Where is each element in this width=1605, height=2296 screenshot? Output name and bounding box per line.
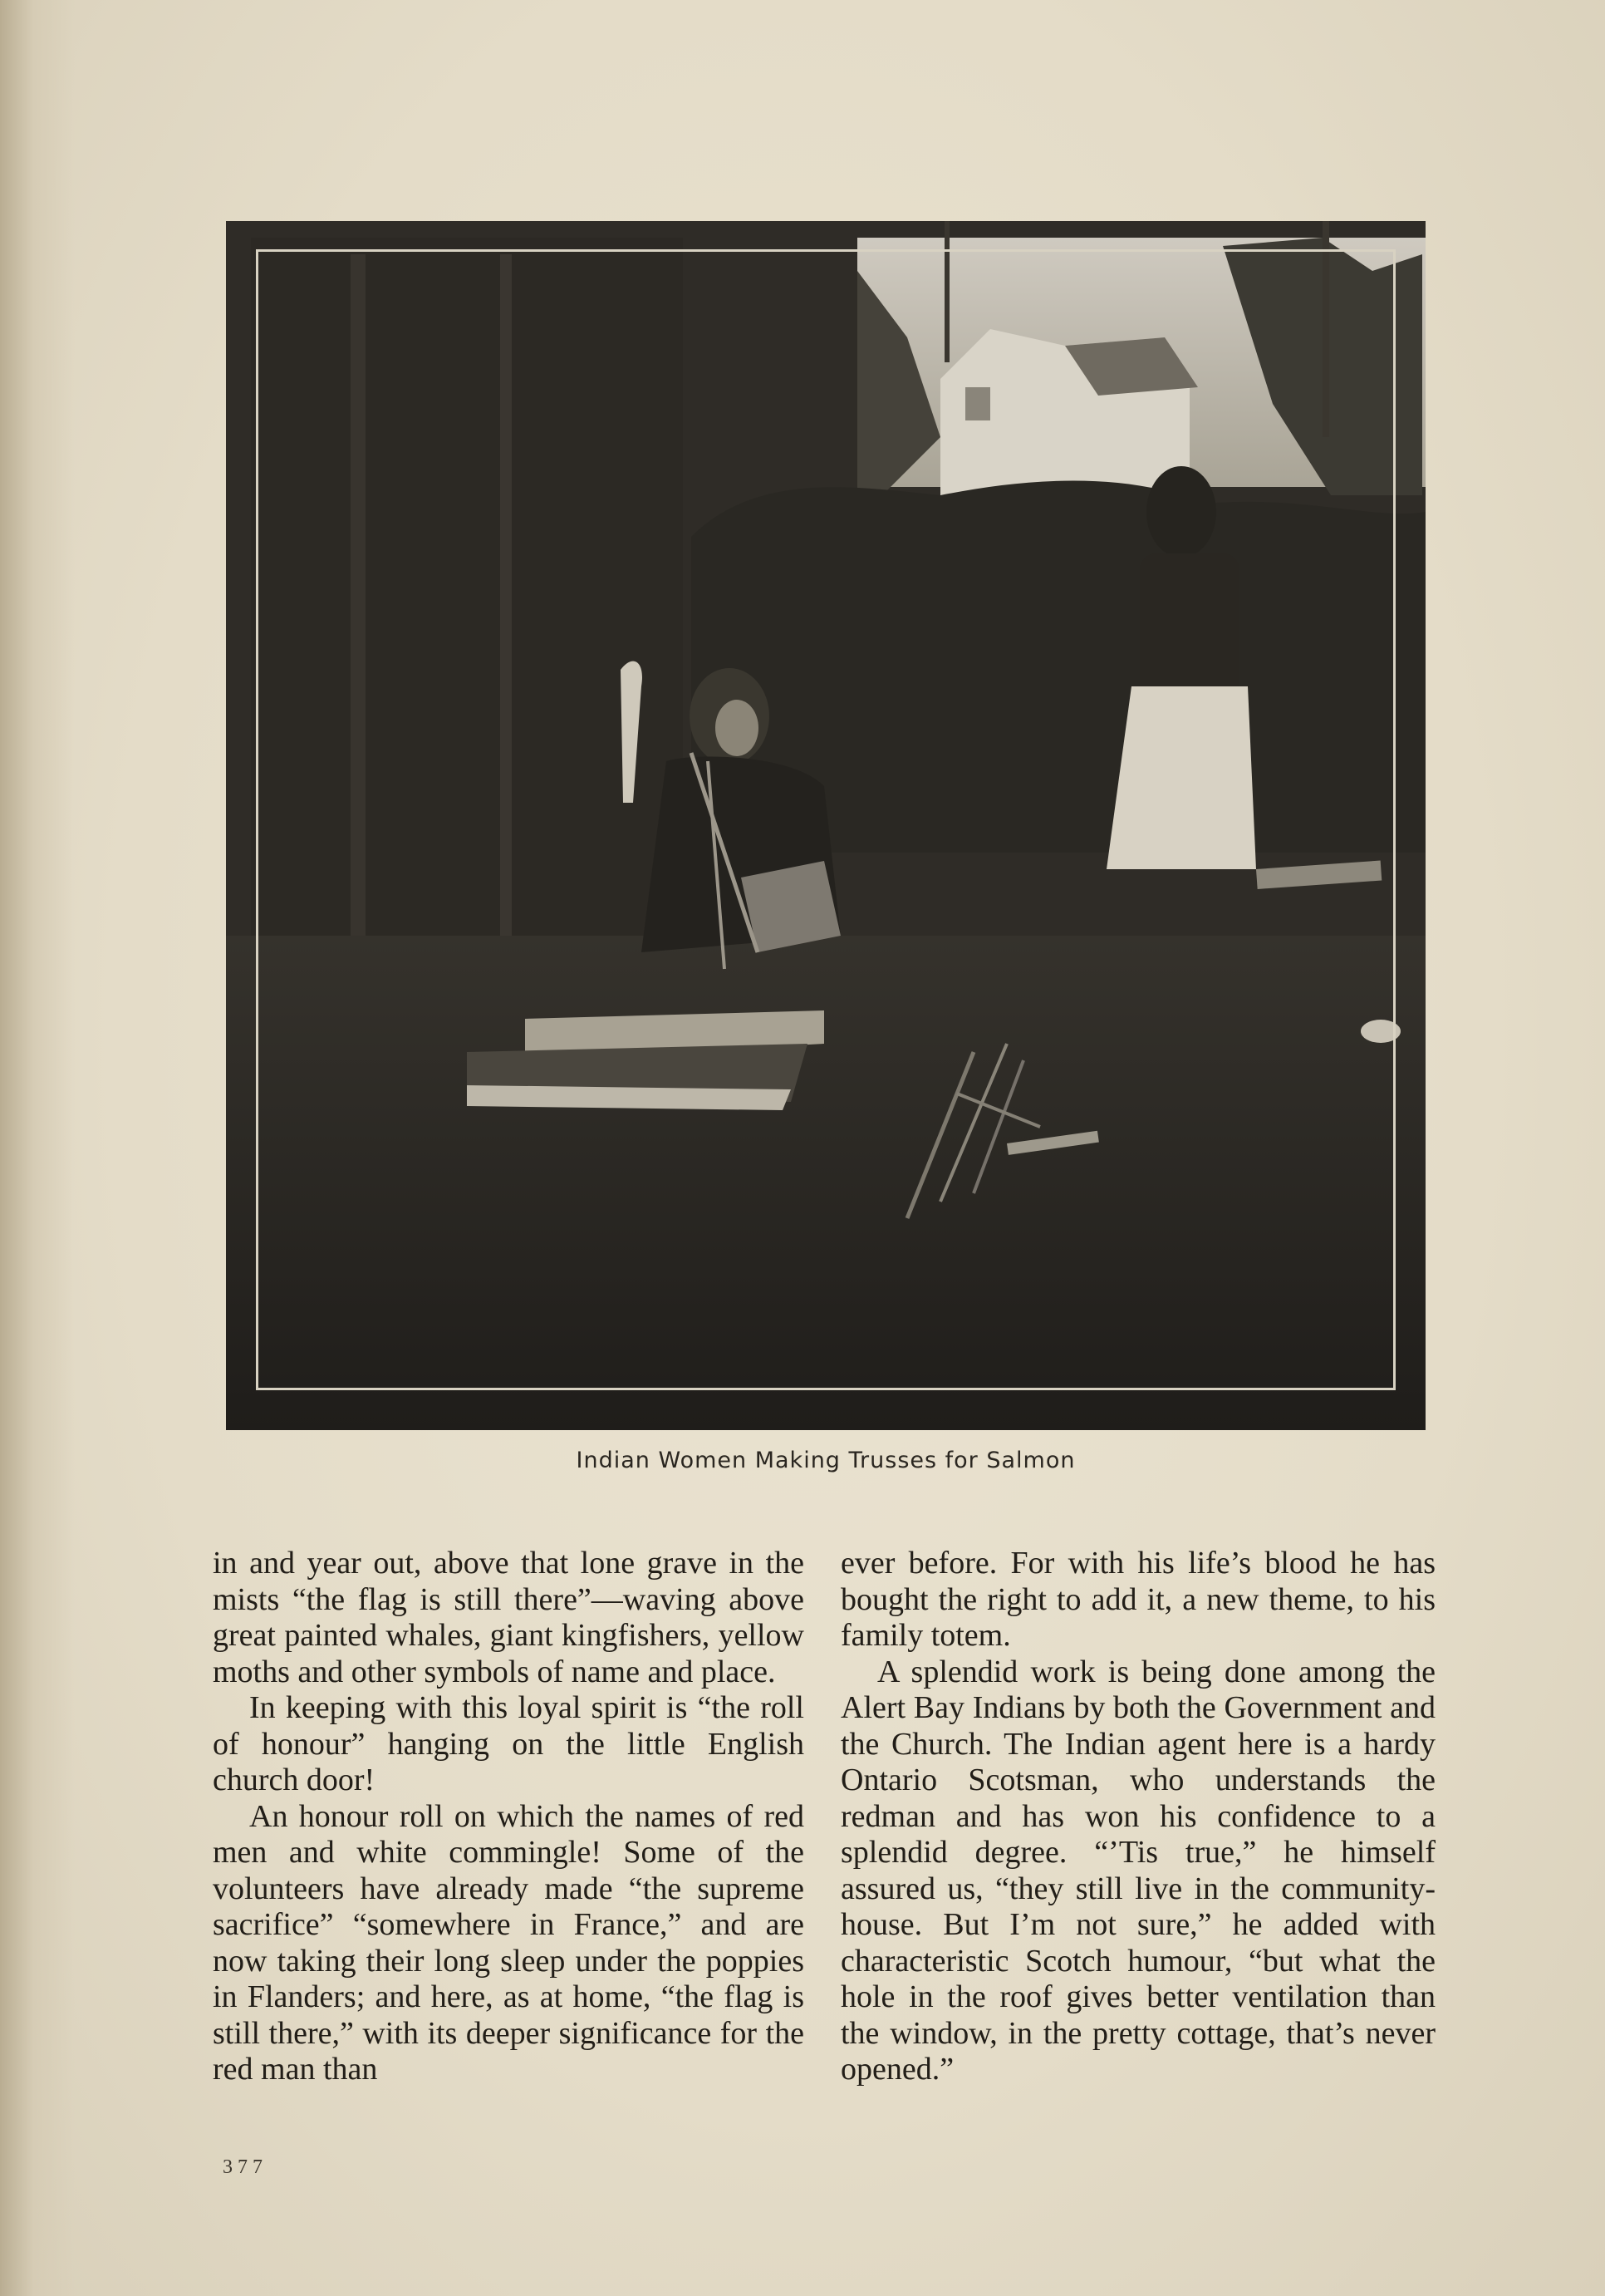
photo-standing-woman-head (1146, 466, 1216, 558)
photo-kneeling-woman-lap (741, 861, 841, 952)
photo-trunk-texture (500, 254, 512, 1002)
photo-trunk-texture (351, 254, 366, 1002)
photo-truss-frame-edge (467, 1085, 791, 1110)
text-column-right (841, 1546, 1436, 2088)
page-number: 377 (223, 2156, 268, 2178)
photo-pole (1323, 221, 1329, 437)
photo-scene (226, 221, 1426, 1430)
paragraph: A splendid work is being done among the Alert Bay Indians by both the Government and the Church. The Indian agent here is a hardy Ontario Scotsman, who understands the redman and has won his confidence to a splendid degree. “’Tis true,” he himself assured us, “they still live in the community-house. But I’m not sure,” he added with characteristic Scotch humour, “but what the hole in the roof gives better ventilation than the window, in the pretty cottage, that’s never opened.” (841, 1654, 1436, 2087)
paragraph: An honour roll on which the names of red men and white commingle! Some of the volunteers have already made “the supreme sacrifice” “somewhere in France,” and are now taking their long sleep under the poppies in Flanders; and here, as at home, “the flag is still there,” with its deeper significance for the red man than (213, 1798, 804, 2087)
paragraph: ever before. For with his life’s blood he has bought the right to add it, a new theme, to his family totem. (841, 1546, 1436, 1653)
photo-apron (1107, 686, 1256, 869)
photo-kneeling-woman-face (715, 700, 758, 756)
paragraph: In keeping with this loyal spirit is “the roll of honour” hanging on the little English church door! (213, 1690, 804, 1797)
photo-caption: Indian Women Making Trusses for Salmon (576, 1448, 1076, 1473)
text-column-left (213, 1546, 804, 2088)
photo-pole (945, 221, 950, 362)
paragraph: in and year out, above that lone grave in the mists “the flag is still there”—waving above great painted whales, giant kingfishers, yellow moths and other symbols of name and place. (213, 1546, 804, 1689)
photo-tree-trunk (251, 238, 683, 1052)
photo-ground (226, 936, 1426, 1430)
photo-house-window (965, 387, 990, 420)
photo-object (1361, 1020, 1401, 1043)
photograph (226, 221, 1426, 1430)
page-gutter (0, 0, 75, 2296)
